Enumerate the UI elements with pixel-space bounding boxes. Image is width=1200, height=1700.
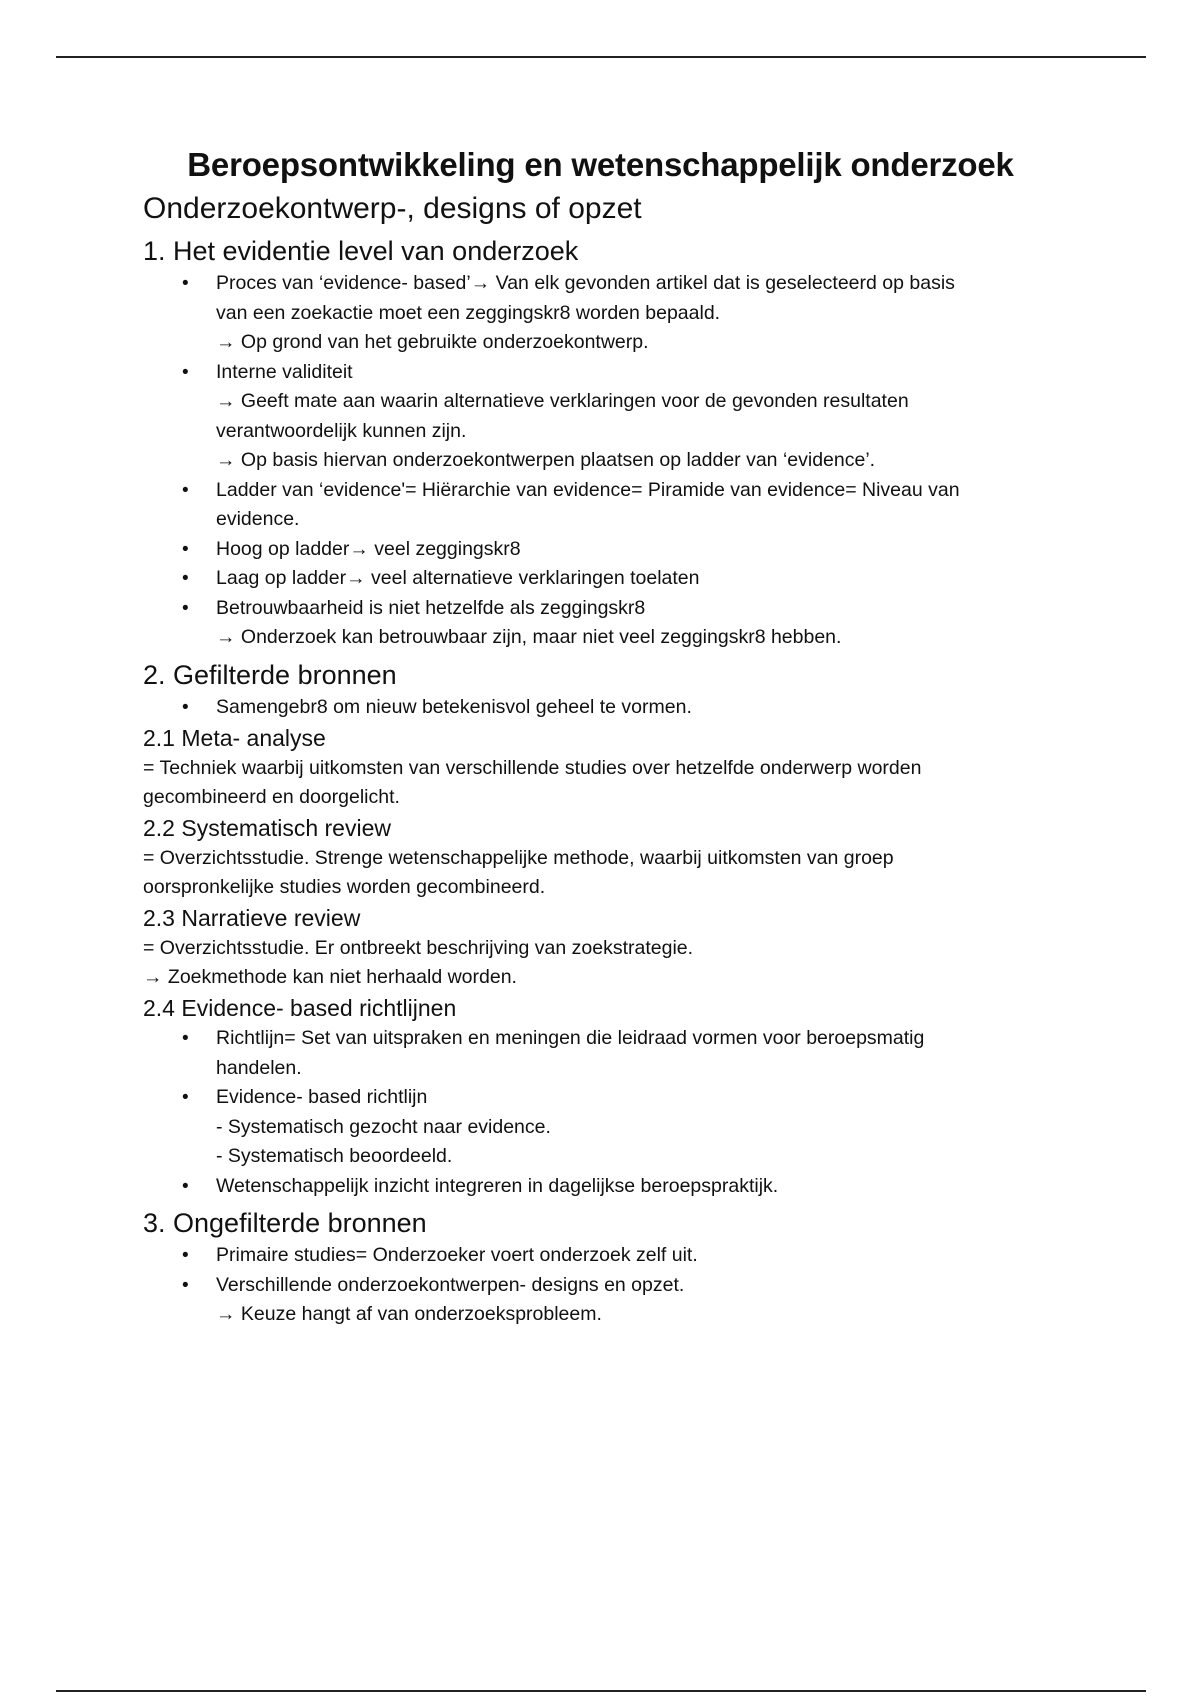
section-heading: 1. Het evidentie level van onderzoek: [143, 236, 579, 266]
list-item-line: • Hoog op ladder→ veel zeggingskr8: [216, 537, 521, 560]
header-rule: [56, 56, 1146, 58]
list-item-line: • Interne validiteit: [216, 360, 353, 383]
bullet-list: [143, 693, 1058, 723]
list-item: [143, 1271, 1058, 1330]
list-item: [143, 564, 1058, 594]
list-item: [143, 594, 1058, 653]
list-item-line: • Richtlijn= Set van uitspraken en meningen die leidraad vormen voor beroepsmatig: [216, 1027, 925, 1049]
subsection-heading: 2.4 Evidence- based richtlijnen: [143, 995, 457, 1021]
bullet-list: [143, 1024, 1058, 1201]
paragraph-line: = Techniek waarbij uitkomsten van verschillende studies over hetzelfde onderwerp worden: [143, 757, 922, 779]
document-title: Beroepsontwikkeling en wetenschappelijk onderzoek: [187, 146, 1014, 183]
section-heading: 3. Ongefilterde bronnen: [143, 1208, 427, 1238]
list-item-line: • Evidence- based richtlijn: [216, 1086, 428, 1108]
bullet-list: [143, 1241, 1058, 1330]
list-item-line: - Systematisch beoordeeld.: [216, 1145, 453, 1167]
list-item: [143, 1024, 1058, 1083]
list-item-line: • Betrouwbaarheid is niet hetzelfde als zeggingskr8: [216, 596, 646, 619]
list-item-line: van een zoekactie moet een zeggingskr8 worden bepaald.: [216, 301, 721, 324]
list-item: [143, 1172, 1058, 1202]
document-subtitle: Onderzoekontwerp-, designs of opzet: [143, 192, 642, 225]
paragraph: [143, 934, 1058, 992]
paragraph-line: = Overzichtsstudie. Strenge wetenschappelijke methode, waarbij uitkomsten van groep: [143, 847, 894, 869]
list-item-line: - Systematisch gezocht naar evidence.: [216, 1115, 551, 1138]
list-item-line: → Op basis hiervan onderzoekontwerpen plaatsen op ladder van ‘evidence’.: [216, 449, 876, 471]
list-item-line: evidence.: [216, 508, 300, 530]
footer-rule: [56, 1690, 1146, 1692]
list-item: [143, 1083, 1058, 1172]
list-item-line: • Ladder van ‘evidence'= Hiërarchie van evidence= Piramide van evidence= Niveau van: [216, 478, 960, 501]
paragraph: [143, 844, 1058, 902]
bullet-list: [143, 269, 1058, 653]
list-item-line: → Onderzoek kan betrouwbaar zijn, maar niet veel zeggingskr8 hebben.: [216, 626, 842, 648]
document-body: [143, 143, 1058, 1330]
subsection-heading: 2.2 Systematisch review: [143, 815, 391, 841]
paragraph-line: = Overzichtsstudie. Er ontbreekt beschrijving van zoekstrategie.: [143, 937, 694, 959]
list-item: [143, 358, 1058, 476]
list-item: [143, 269, 1058, 358]
list-item-line: → Keuze hangt af van onderzoeksprobleem.: [216, 1303, 602, 1325]
list-item-line: handelen.: [216, 1056, 302, 1079]
list-item-line: verantwoordelijk kunnen zijn.: [216, 419, 467, 442]
list-item: [143, 476, 1058, 535]
list-item: [143, 1241, 1058, 1271]
paragraph-line: gecombineerd en doorgelicht.: [143, 786, 400, 808]
list-item: [143, 693, 1058, 723]
list-item-line: • Primaire studies= Onderzoeker voert onderzoek zelf uit.: [216, 1244, 698, 1266]
list-item-line: • Samengebr8 om nieuw betekenisvol geheel te vormen.: [216, 695, 692, 718]
subsection-heading: 2.1 Meta- analyse: [143, 725, 326, 751]
paragraph-line: → Zoekmethode kan niet herhaald worden.: [143, 966, 517, 988]
list-item-line: → Op grond van het gebruikte onderzoekontwerp.: [216, 331, 649, 353]
list-item: [143, 535, 1058, 565]
list-item-line: → Geeft mate aan waarin alternatieve verklaringen voor de gevonden resultaten: [216, 390, 909, 412]
list-item-line: • Proces van ‘evidence- based’→ Van elk gevonden artikel dat is geselecteerd op basis: [216, 272, 955, 294]
paragraph: [143, 754, 1058, 812]
paragraph-line: oorspronkelijke studies worden gecombineerd.: [143, 876, 546, 898]
section-heading: 2. Gefilterde bronnen: [143, 659, 397, 690]
list-item-line: • Verschillende onderzoekontwerpen- designs en opzet.: [216, 1273, 685, 1296]
list-item-line: • Wetenschappelijk inzicht integreren in dagelijkse beroepspraktijk.: [216, 1174, 779, 1197]
list-item-line: • Laag op ladder→ veel alternatieve verklaringen toelaten: [216, 567, 700, 589]
subsection-heading: 2.3 Narratieve review: [143, 905, 361, 931]
